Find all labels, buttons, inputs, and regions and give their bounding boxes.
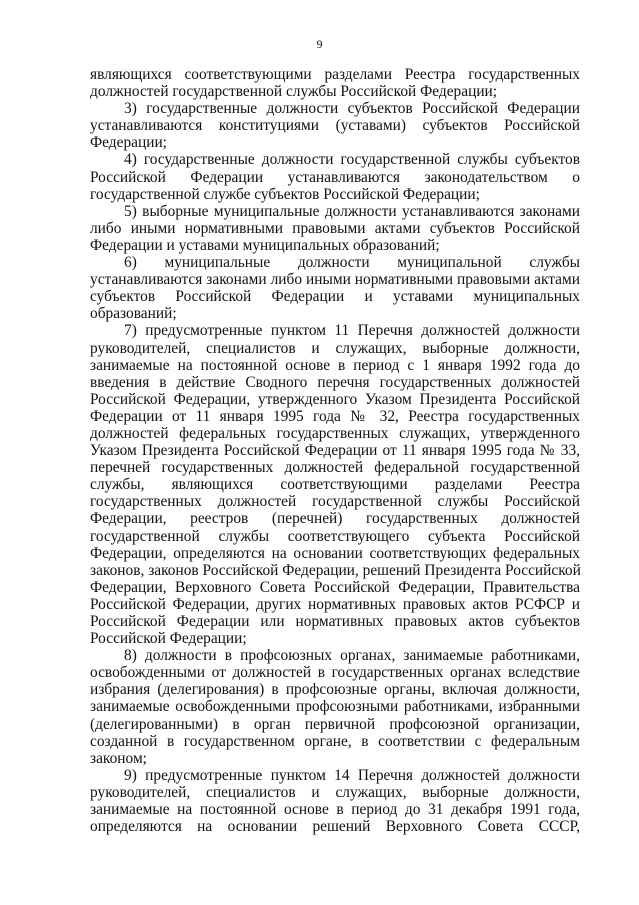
text-line: Федерации; [90,134,167,152]
text-line: образований; [90,305,177,323]
text-line: Российской Федерации; [90,630,247,648]
text-line: избрания (делегирования) в профсоюзные органы, включая должности, [90,681,580,699]
text-line: 4) государственные должности государственной службы субъектов [124,151,580,169]
text-line: законом; [90,749,147,767]
page-number: 9 [316,37,323,51]
text-line: государственной службы соответствующего субъекта Российской [90,527,580,545]
text-line: определяются на основании решений Верховного Совета СССР, [90,818,580,836]
text-line: Российской Федерации или нормативных правовых актов субъектов [90,613,580,630]
text-line: субъектов Российской Федерации и уставами муниципальных [90,288,580,306]
text-line: руководителей, специалистов и служащих, выборные должности, [90,783,580,801]
text-line: службы, являющихся соответствующими разделами Реестра [90,476,580,494]
text-line: должностей федеральных государственных служащих, утвержденного [90,424,580,442]
paragraph [90,151,580,202]
text-line: устанавливаются законами либо иными нормативными правовыми актами [90,271,580,289]
paragraph [90,322,580,647]
text-line: Указом Президента Российской Федерации от 11 января 1995 года № 33, [90,442,580,460]
text-line: Российской Федерации устанавливаются законодательством о [90,168,580,186]
text-line: законов, законов Российской Федерации, решений Президента Российской [90,561,581,579]
text-line: 5) выборные муниципальные должности устанавливаются законами [124,202,580,220]
text-line: освобожденными от должностей в государственных органах вследствие [90,664,580,682]
text-line: перечней государственных должностей федеральной государственной [90,459,580,477]
text-line: введения в действие Сводного перечня государственных должностей [90,373,580,391]
text-line: устанавливаются конституциями (уставами) субъектов Российской [90,117,580,135]
text-line: государственной службе субъектов Российской Федерации; [90,185,480,203]
text-line: (делегированными) в орган первичной профсоюзной организации, [90,715,580,733]
paragraph [90,66,580,100]
text-line: государственных должностей государственной службы Российской [90,493,580,511]
text-line: Федерации, Верховного Совета Российской Федерации, Правительства [90,578,580,596]
text-line: 9) предусмотренные пунктом 14 Перечня должностей должности [124,766,580,784]
text-line: 7) предусмотренные пунктом 11 Перечня должностей должности [124,322,580,340]
text-line: Федерации, реестров (перечней) государственных должностей [90,510,580,528]
text-line: 3) государственные должности субъектов Российской Федерации [124,100,580,118]
text-line: являющихся соответствующими разделами Реестра государственных [90,66,580,83]
text-line: занимаемые на постоянной основе в период с 1 января 1992 года до [90,356,580,374]
text-line: созданной в государственном органе, в соответствии с федеральным [90,732,580,750]
paragraph [90,647,580,767]
text-line: Федерации, определяются на основании соответствующих федеральных [90,544,580,562]
text-line: 8) должности в профсоюзных органах, занимаемые работниками, [124,647,580,665]
paragraph [90,767,580,835]
text-line: Федерации от 11 января 1995 года № 32, Реестра государственных [90,407,580,425]
paragraph [90,203,580,254]
paragraph [90,100,580,151]
text-line: Российской Федерации, других нормативных правовых актов РСФСР и [90,595,580,613]
text-line: должностей государственной службы Российской Федерации; [90,83,498,101]
paragraph [90,254,580,322]
document-body [90,66,580,835]
text-line: занимаемые на постоянной основе в период до 31 декабря 1991 года, [90,801,580,819]
text-line: занимаемые освобожденными профсоюзными работниками, избранными [90,698,580,716]
text-line: 6) муниципальные должности муниципальной службы [124,254,580,272]
text-line: либо иными нормативными правовыми актами субъектов Российской [90,219,580,237]
text-line: Федерации и уставами муниципальных образований; [90,236,440,254]
text-line: Российской Федерации, утвержденного Указом Президента Российской [90,390,580,408]
text-line: руководителей, специалистов и служащих, выборные должности, [90,339,580,357]
